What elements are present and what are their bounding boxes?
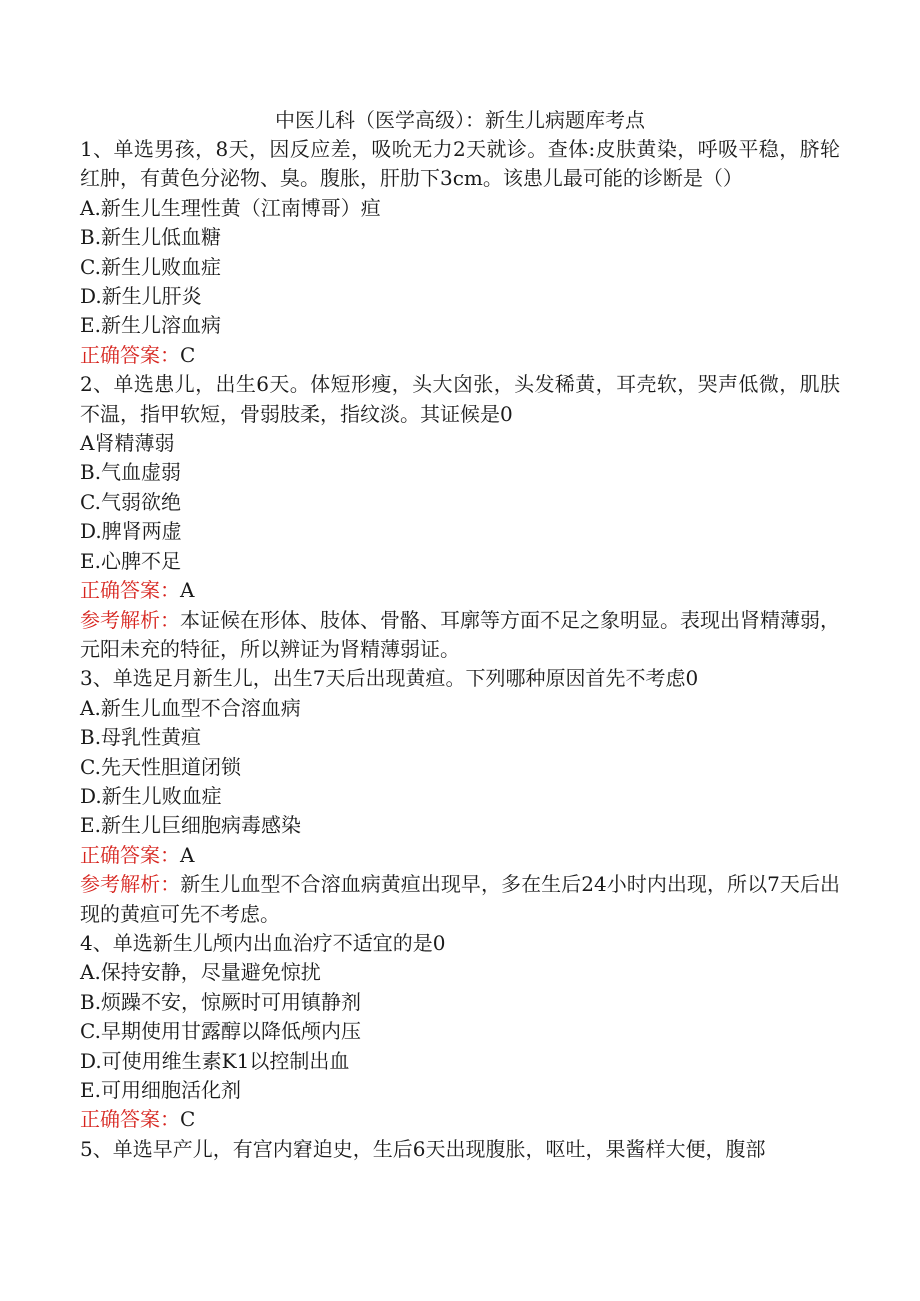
- option-d: D.可使用维生素K1以控制出血: [80, 1048, 350, 1073]
- question-stem: 1、单选男孩，8天，因反应差，吸吮无力2天就诊。查体:皮肤黄染，呼吸平稳，脐轮红肿，有黄色分泌物、臭。腹胀，肝肋下3cm。该患儿最可能的诊断是（）: [80, 137, 840, 191]
- option-e: E.可用细胞活化剂: [80, 1078, 241, 1102]
- option-a: A.保持安静，尽量避免惊扰: [80, 960, 321, 985]
- answer-line: [80, 1105, 840, 1134]
- analysis-block: [80, 606, 840, 665]
- answer-line: [80, 576, 840, 605]
- option-b: B.烦躁不安，惊厥时可用镇静剂: [80, 989, 362, 1014]
- option-a: A肾精薄弱: [80, 431, 175, 456]
- analysis-block: [80, 870, 840, 929]
- question-5: [80, 1135, 840, 1164]
- question-stem: 3、单选足月新生儿，出生7天后出现黄疸。下列哪种原因首先不考虑0: [80, 666, 699, 691]
- question-1: [80, 135, 840, 370]
- option-d: D.脾肾两虚: [80, 519, 182, 544]
- question-3: [80, 664, 840, 929]
- question-stem: 4、单选新生儿颅内出血治疗不适宜的是0: [80, 930, 446, 955]
- option-b: B.母乳性黄疸: [80, 725, 202, 750]
- document-page: [80, 106, 840, 1164]
- option-c: C.先天性胆道闭锁: [80, 754, 241, 779]
- option-e: E.新生儿溶血病: [80, 313, 221, 338]
- answer-label: 正确答案：: [80, 342, 180, 367]
- analysis-text: 本证候在形体、肢体、骨骼、耳廓等方面不足之象明显。表现出肾精薄弱，元阳未充的特征，所以辨证为肾精薄弱证。: [80, 607, 840, 661]
- question-4: [80, 929, 840, 1135]
- option-a: A.新生儿生理性黄（江南博哥）疸: [80, 195, 381, 220]
- answer-value: A: [180, 578, 195, 603]
- option-a: A.新生儿血型不合溶血病: [80, 695, 301, 720]
- option-b: B.新生儿低血糖: [80, 225, 222, 250]
- answer-value: C: [180, 342, 196, 367]
- option-c: C.气弱欲绝: [80, 489, 181, 514]
- option-e: E.新生儿巨细胞病毒感染: [80, 813, 301, 838]
- answer-label: 正确答案：: [80, 1107, 180, 1132]
- question-stem: 2、单选患儿，出生6天。体短形瘦，头大囟张，头发稀黄，耳壳软，哭声低微，肌肤不温，指甲软短，骨弱肢柔，指纹淡。其证候是0: [80, 372, 840, 426]
- question-2: [80, 370, 840, 664]
- option-c: C.早期使用甘露醇以降低颅内压: [80, 1019, 361, 1044]
- option-e: E.心脾不足: [80, 548, 181, 573]
- question-stem: 5、单选早产儿，有宫内窘迫史，生后6天出现腹胀，呕吐，果酱样大便，腹部: [80, 1136, 766, 1161]
- answer-line: [80, 341, 840, 370]
- answer-label: 正确答案：: [80, 842, 180, 867]
- page-title: 中医儿科（医学高级）：新生儿病题库考点: [275, 108, 645, 132]
- option-b: B.气血虚弱: [80, 460, 182, 485]
- analysis-label: 参考解析：: [80, 607, 180, 632]
- analysis-label: 参考解析：: [80, 872, 181, 897]
- answer-line: [80, 841, 840, 870]
- option-d: D.新生儿败血症: [80, 783, 222, 808]
- option-c: C.新生儿败血症: [80, 254, 221, 279]
- answer-value: C: [180, 1107, 196, 1132]
- analysis-text: 新生儿血型不合溶血病黄疸出现早，多在生后24小时内出现，所以7天后出现的黄疸可先不考虑。: [80, 872, 840, 926]
- option-d: D.新生儿肝炎: [80, 284, 202, 309]
- answer-label: 正确答案：: [80, 578, 180, 603]
- answer-value: A: [180, 842, 195, 867]
